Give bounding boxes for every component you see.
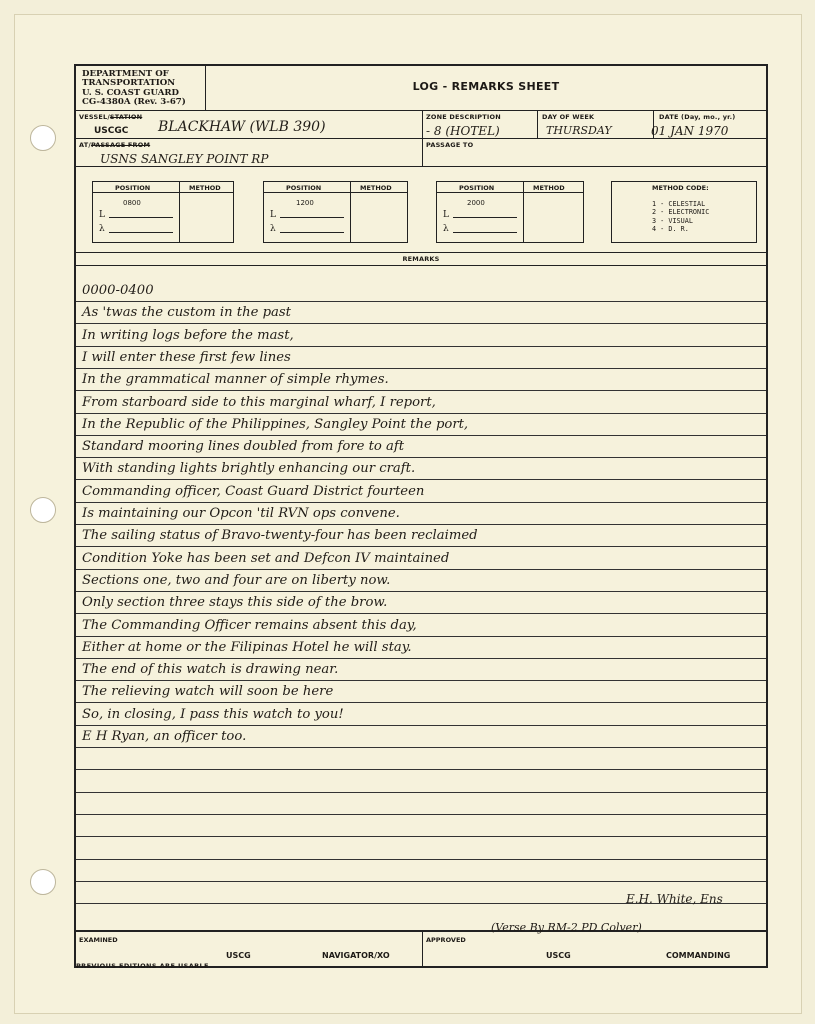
remark-line: Sections one, two and four are on liberty now. (82, 572, 391, 588)
ruled-line (76, 613, 766, 614)
remark-line: Commanding officer, Coast Guard District fourteen (82, 483, 425, 499)
verse-credit: (Verse By RM-2 PD Colver) (491, 921, 642, 934)
position-box-0800 (92, 181, 234, 243)
latitude-field[interactable] (280, 217, 344, 218)
position-box-2000 (436, 181, 584, 243)
passage-from-value: USNS SANGLEY POINT RP (100, 152, 269, 166)
remark-line: From starboard side to this marginal wharf, I report, (82, 394, 436, 410)
method-code-label: METHOD CODE: (652, 184, 709, 192)
day-value: THURSDAY (546, 124, 612, 137)
position-time: 2000 (467, 199, 485, 207)
remark-line: Condition Yoke has been set and Defcon IV maintained (82, 550, 450, 566)
latitude-symbol: L (443, 210, 449, 220)
form-title: LOG - REMARKS SHEET (412, 80, 560, 93)
department-line: DEPARTMENT OF (82, 69, 169, 79)
navigator-label: NAVIGATOR/XO (322, 951, 390, 960)
day-label: DAY OF WEEK (542, 113, 595, 121)
ruled-line (76, 413, 766, 414)
department-line: U. S. COAST GUARD (82, 87, 179, 98)
ruled-line (76, 881, 766, 882)
vessel-station-label: VESSEL/STATION (79, 113, 143, 121)
remark-line: In the grammatical manner of simple rhymes. (82, 372, 389, 388)
remark-line: The sailing status of Bravo-twenty-four has been reclaimed (82, 528, 478, 544)
ruled-line (76, 859, 766, 860)
ruled-line (76, 836, 766, 837)
position-box-1200 (263, 181, 408, 243)
longitude-symbol: λ (443, 224, 449, 234)
commanding-label: COMMANDING (666, 951, 731, 960)
remark-line: So, in closing, I pass this watch to you! (82, 706, 344, 722)
form-number: CG-4380A (Rev. 3-67) (82, 97, 186, 108)
remark-line: The relieving watch will soon be here (82, 684, 334, 700)
rule (76, 110, 766, 111)
punch-hole-middle (30, 497, 56, 523)
remark-line: As 'twas the custom in the past (82, 305, 291, 321)
department-line: TRANSPORTATION (82, 78, 176, 89)
vessel-prefix: USCGC (94, 126, 129, 136)
longitude-field[interactable] (109, 232, 173, 233)
method-label: METHOD (533, 184, 565, 192)
ruled-line (76, 323, 766, 324)
ruled-line (76, 747, 766, 748)
remark-line: Either at home or the Filipinas Hotel he will stay. (82, 639, 412, 655)
punch-hole-bottom (30, 869, 56, 895)
ruled-line (76, 457, 766, 458)
method-code-list (652, 200, 709, 233)
remark-line: I will enter these first few lines (82, 349, 291, 365)
ruled-line (76, 814, 766, 815)
ruled-line (76, 368, 766, 369)
divider (537, 110, 538, 138)
approved-label: APPROVED (426, 936, 466, 944)
zone-value: - 8 (HOTEL) (426, 124, 500, 138)
ruled-line (76, 591, 766, 592)
examined-uscg: USCG (226, 951, 251, 960)
ruled-line (76, 479, 766, 480)
method-code-box (611, 181, 757, 243)
ruled-line (76, 680, 766, 681)
ruled-line (76, 702, 766, 703)
ruled-line (76, 346, 766, 347)
vessel-name: BLACKHAW (WLB 390) (158, 119, 326, 135)
latitude-field[interactable] (109, 217, 173, 218)
method-code-item: 1 - CELESTIAL (652, 200, 706, 208)
examined-label: EXAMINED (79, 936, 118, 944)
approved-uscg: USCG (546, 951, 571, 960)
method-label: METHOD (189, 184, 221, 192)
method-code-item: 3 - VISUAL (652, 216, 693, 225)
position-label: POSITION (115, 184, 151, 192)
latitude-symbol: L (99, 210, 105, 220)
method-code-item: 2 - ELECTRONIC (652, 208, 710, 217)
rule (76, 138, 766, 139)
remark-line: Standard mooring lines doubled from fore to aft (82, 439, 405, 455)
punch-hole-top (30, 125, 56, 151)
ruled-line (76, 769, 766, 770)
ruled-line (76, 524, 766, 525)
longitude-symbol: λ (270, 224, 276, 234)
log-remarks-form (74, 64, 768, 932)
remarks-label: REMARKS (402, 255, 440, 263)
remark-line: 0000-0400 (82, 283, 154, 298)
ruled-line (76, 636, 766, 637)
latitude-symbol: L (270, 210, 276, 220)
passage-to-label: PASSAGE TO (426, 141, 474, 149)
position-time: 1200 (296, 199, 314, 207)
remark-line: In the Republic of the Philippines, Sangley Point the port, (82, 416, 469, 432)
longitude-field[interactable] (453, 232, 517, 233)
method-label: METHOD (360, 184, 392, 192)
position-label: POSITION (286, 184, 322, 192)
ruled-line (76, 435, 766, 436)
position-time: 0800 (123, 199, 141, 207)
remark-line: In writing logs before the mast, (82, 327, 294, 343)
latitude-field[interactable] (453, 217, 517, 218)
rule (76, 166, 766, 167)
ruled-line (76, 792, 766, 793)
ruled-line (76, 301, 766, 302)
signature: E.H. White, Ens (626, 892, 723, 906)
remark-line: With standing lights brightly enhancing our craft. (82, 461, 416, 477)
ruled-line (76, 569, 766, 570)
passage-from-label: AT/PASSAGE FROM (79, 141, 151, 149)
method-code-item: 4 - D. R. (652, 224, 689, 233)
longitude-symbol: λ (99, 224, 105, 234)
remark-line: E H Ryan, an officer too. (82, 729, 247, 744)
rule (76, 252, 766, 253)
longitude-field[interactable] (280, 232, 344, 233)
zone-label: ZONE DESCRIPTION (426, 113, 501, 121)
ruled-line (76, 725, 766, 726)
editions-note: PREVIOUS EDITIONS ARE USABLE (76, 962, 209, 970)
ruled-line (76, 502, 766, 503)
remark-line: The Commanding Officer remains absent this day, (82, 617, 417, 633)
remark-line: The end of this watch is drawing near. (82, 662, 339, 678)
ruled-line (76, 658, 766, 659)
remark-line: Is maintaining our Opcon 'til RVN ops convene. (82, 506, 400, 521)
ruled-line (76, 390, 766, 391)
date-value: 01 JAN 1970 (651, 124, 729, 138)
ruled-line (76, 546, 766, 547)
remark-line: Only section three stays this side of the brow. (82, 595, 388, 611)
date-label: DATE (Day, mo., yr.) (659, 113, 736, 121)
position-label: POSITION (459, 184, 495, 192)
